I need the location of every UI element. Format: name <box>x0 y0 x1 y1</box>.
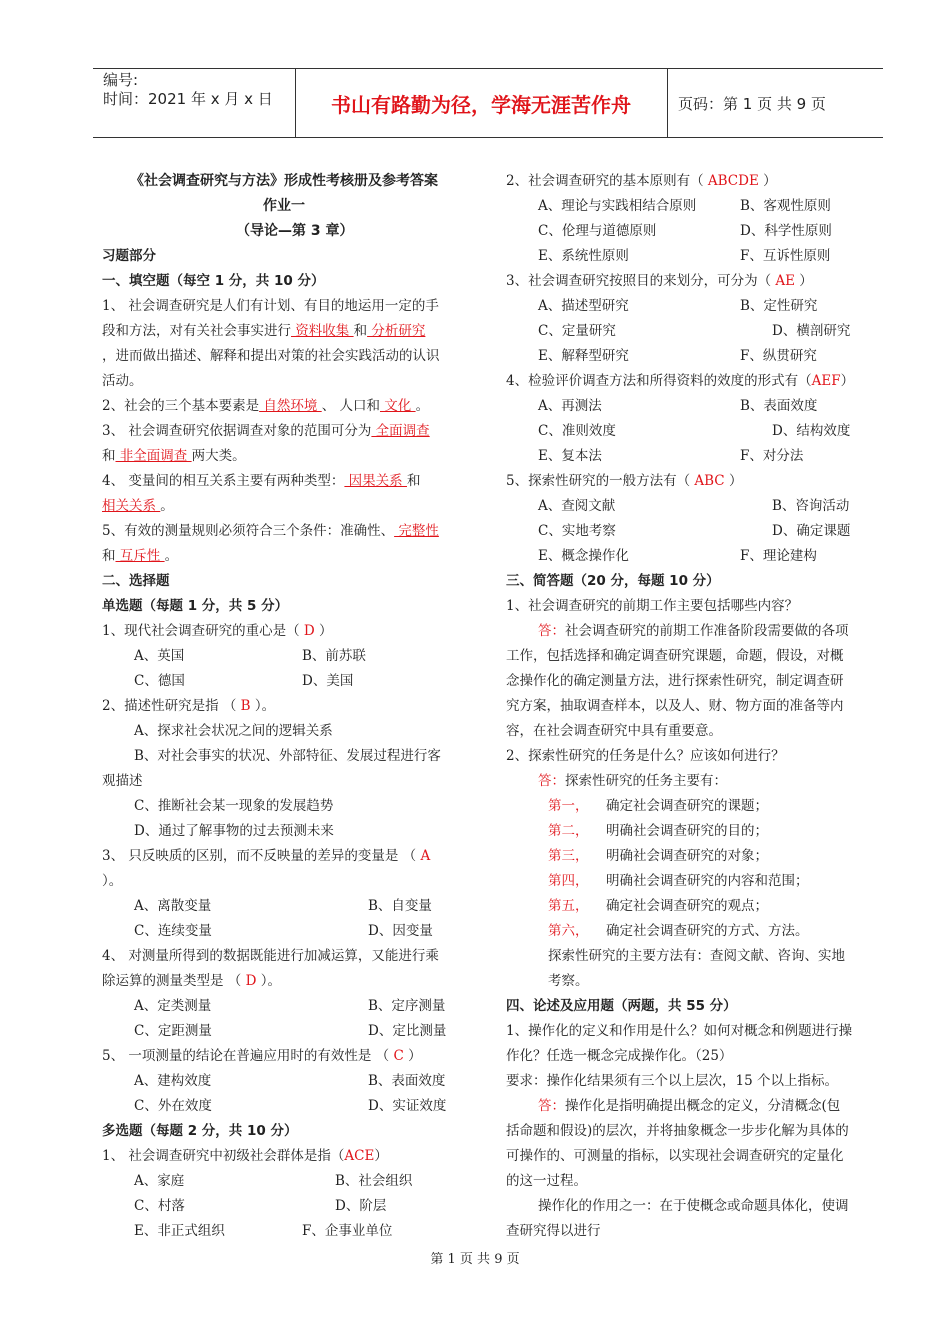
option: B、表面效度 <box>368 1073 446 1089</box>
option: D、横剖研究 <box>772 323 851 339</box>
document-title: 《社会调查研究与方法》形成性考核册及参考答案 <box>130 173 438 189</box>
option: B、自变量 <box>368 898 432 914</box>
option: F、互诉性原则 <box>740 248 831 264</box>
choice-answer: ACE <box>344 1148 375 1164</box>
choice-answer: D <box>299 623 319 639</box>
fill-q2: 2、社会的三个基本要素是 自然环境 、 人口和 文化 。 <box>102 398 430 414</box>
fill-answer: 互斥性 <box>115 548 165 564</box>
choice-answer: AE <box>771 273 800 289</box>
option: A、查阅文献 <box>538 498 616 514</box>
fill-heading: 一、填空题（每空 1 分，共 10 分） <box>102 273 325 289</box>
option: F、对分法 <box>740 448 804 464</box>
task-item: 第三， 明确社会调查研究的对象； <box>548 848 768 864</box>
short-a1-line: 工作，包括选择和确定调查研究课题，命题，假设，对概 <box>506 648 844 664</box>
multi-q3: 3、社会调查研究按照目的来划分，可分为（ AE ） <box>506 273 813 289</box>
option: C、定量研究 <box>538 323 616 339</box>
essay-answer-line: 的这一过程。 <box>506 1173 587 1189</box>
answer-label: 答： <box>538 773 565 789</box>
essay-answer-line: 括命题和假设)的层次，并将抽象概念一步步化解为具体的 <box>506 1123 849 1139</box>
option: 观描述 <box>102 773 143 789</box>
option: E、系统性原则 <box>538 248 629 264</box>
option: A、英国 <box>134 648 185 664</box>
option: C、实地考察 <box>538 523 616 539</box>
choice-answer: ABCDE <box>703 173 764 189</box>
chapter-range: （导论—第 3 章） <box>236 223 354 239</box>
essay-answer-line: 可操作的、可测量的指标，以实现社会调查研究的定量化 <box>506 1148 844 1164</box>
fill-q4: 相关关系 。 <box>102 498 174 514</box>
short-q2: 2、探索性研究的任务是什么？应该如何进行？ <box>506 748 785 764</box>
header-motto: 书山有路勤为径，学海无涯苦作舟 <box>331 93 631 117</box>
option: C、德国 <box>134 673 185 689</box>
option: A、再测法 <box>538 398 602 414</box>
option: D、因变量 <box>368 923 433 939</box>
header-page-number: 页码：第 1 页 共 9 页 <box>678 95 826 113</box>
task-item: 第二， 明确社会调查研究的目的； <box>548 823 768 839</box>
option: B、前苏联 <box>302 648 366 664</box>
option: B、定性研究 <box>740 298 818 314</box>
option: D、实证效度 <box>368 1098 447 1114</box>
section-label: 习题部分 <box>102 248 156 264</box>
fill-answer: 文化 <box>379 398 416 414</box>
choice-answer: A <box>420 848 431 864</box>
multi-q1: 1、 社会调查研究中初级社会群体是指（ACE） <box>102 1148 388 1164</box>
single-q1: 1、现代社会调查研究的重心是（ D ） <box>102 623 333 639</box>
page-header <box>93 68 883 138</box>
short-answer-heading: 三、简答题（20 分，每题 10 分） <box>506 573 720 589</box>
essay-requirement: 要求：操作化结果须有三个以上层次，15 个以上指标。 <box>506 1073 838 1089</box>
fill-q5: 和 互斥性 。 <box>102 548 179 564</box>
option: A、探求社会状况之间的逻辑关系 <box>134 723 333 739</box>
option: B、社会组织 <box>335 1173 413 1189</box>
option: A、描述型研究 <box>538 298 629 314</box>
single-q4: 4、 对测量所得到的数据既能进行加减运算，又能进行乘 <box>102 948 439 964</box>
option: D、结构效度 <box>772 423 851 439</box>
fill-answer: 分析研究 <box>367 323 426 339</box>
essay-answer-line: 答：操作化是指明确提出概念的定义，分清概念(包 <box>538 1098 841 1114</box>
essay-answer-line: 操作化的作用之一：在于使概念或命题具体化，使调 <box>538 1198 849 1214</box>
option: C、准则效度 <box>538 423 616 439</box>
option: C、定距测量 <box>134 1023 212 1039</box>
task-item: 第六， 确定社会调查研究的方式、方法。 <box>548 923 809 939</box>
option: D、确定课题 <box>772 523 851 539</box>
option: C、外在效度 <box>134 1098 212 1114</box>
single-q5: 5、 一项测量的结论在普遍应用时的有效性是 （ C ） <box>102 1048 422 1064</box>
assignment-title: 作业一 <box>263 198 305 214</box>
option: C、推断社会某一现象的发展趋势 <box>134 798 334 814</box>
option: C、村落 <box>134 1198 185 1214</box>
option: A、建构效度 <box>134 1073 212 1089</box>
short-a1-line: 答：社会调查研究的前期工作准备阶段需要做的各项 <box>538 623 849 639</box>
choice-answer: ABC <box>690 473 729 489</box>
option: B、定序测量 <box>368 998 446 1014</box>
answer-label: 答： <box>538 623 565 639</box>
option: F、企事业单位 <box>302 1223 393 1239</box>
option: A、理论与实践相结合原则 <box>538 198 697 214</box>
task-item: 第五， 确定社会调查研究的观点； <box>548 898 768 914</box>
header-divider <box>667 69 668 137</box>
single-choice-heading: 单选题（每题 1 分，共 5 分） <box>102 598 289 614</box>
header-meta <box>103 71 273 109</box>
fill-q1-line: ，进而做出描述、解释和提出对策的社会实践活动的认识 <box>102 348 440 364</box>
choice-answer: B <box>236 698 255 714</box>
option: B、客观性原则 <box>740 198 831 214</box>
short-q1: 1、社会调查研究的前期工作主要包括哪些内容？ <box>506 598 799 614</box>
short-a1-line: 容，在社会调查研究中具有重要意。 <box>506 723 722 739</box>
essay-q1: 作化？任选一概念完成操作化。（25） <box>506 1048 733 1064</box>
essay-q1: 1、操作化的定义和作用是什么？如何对概念和例题进行操 <box>506 1023 853 1039</box>
multi-q2: 2、社会调查研究的基本原则有（ ABCDE ） <box>506 173 777 189</box>
choice-answer: C <box>389 1048 409 1064</box>
option: D、阶层 <box>335 1198 387 1214</box>
short-a1-line: 究方案，抽取调查样本，以及人、财、物方面的准备等内 <box>506 698 844 714</box>
fill-answer: 非全面调查 <box>115 448 192 464</box>
task-item: 第一， 确定社会调查研究的课题； <box>548 798 768 814</box>
option: A、离散变量 <box>134 898 212 914</box>
single-q3: 3、 只反映质的区别，而不反映量的差异的变量是 （ A <box>102 848 431 864</box>
document-number: 编号: <box>103 71 139 89</box>
option: D、美国 <box>302 673 354 689</box>
single-q4: 除运算的测量类型是 （ D ）。 <box>102 973 281 989</box>
choice-answer: D <box>241 973 261 989</box>
option: D、通过了解事物的过去预测未来 <box>134 823 334 839</box>
fill-q1-line: 1、 社会调查研究是人们有计划、有目的地运用一定的手 <box>102 298 439 314</box>
choice-answer: AEF <box>811 373 841 389</box>
option: E、复本法 <box>538 448 602 464</box>
multi-choice-heading: 多选题（每题 2 分，共 10 分） <box>102 1123 298 1139</box>
fill-q1-line: 段和方法，对有关社会事实进行 资料收集 和 分析研究 <box>102 323 426 339</box>
option: C、伦理与道德原则 <box>538 223 657 239</box>
fill-answer: 自然环境 <box>259 398 322 414</box>
option: F、理论建构 <box>740 548 817 564</box>
single-q3: ）。 <box>102 873 123 889</box>
multi-q4: 4、检验评价调查方法和所得资料的效度的形式有（AEF） <box>506 373 855 389</box>
fill-answer: 相关关系 <box>102 498 161 514</box>
fill-q3: 和 非全面调查 两大类。 <box>102 448 246 464</box>
page-footer: 第 1 页 共 9 页 <box>430 1252 520 1267</box>
methods-line: 考察。 <box>548 973 589 989</box>
option: F、纵贯研究 <box>740 348 817 364</box>
multi-q5: 5、探索性研究的一般方法有（ ABC ） <box>506 473 743 489</box>
fill-answer: 资料收集 <box>291 323 354 339</box>
fill-q3: 3、 社会调查研究依据调查对象的范围可分为 全面调查 <box>102 423 430 439</box>
option: B、对社会事实的状况、外部特征、发展过程进行客 <box>134 748 441 764</box>
short-a2-intro: 答：探索性研究的任务主要有： <box>538 773 727 789</box>
document-time: 时间：2021 年 x 月 x 日 <box>103 90 273 108</box>
fill-q1-line: 活动。 <box>102 373 143 389</box>
short-a1-line: 念操作化的确定测量方法，进行探索性研究，制定调查研 <box>506 673 844 689</box>
option: B、咨询活动 <box>772 498 850 514</box>
answer-label: 答： <box>538 1098 565 1114</box>
fill-answer: 全面调查 <box>371 423 430 439</box>
option: E、解释型研究 <box>538 348 629 364</box>
fill-q5: 5、有效的测量规则必须符合三个条件：准确性、 完整性 <box>102 523 439 539</box>
methods-line: 探索性研究的主要方法有：查阅文献、咨询、实地 <box>548 948 845 964</box>
single-q2: 2、描述性研究是指 （ B ）。 <box>102 698 276 714</box>
option: D、科学性原则 <box>740 223 832 239</box>
fill-q4: 4、 变量间的相互关系主要有两种类型： 因果关系 和 <box>102 473 421 489</box>
option: A、家庭 <box>134 1173 185 1189</box>
option: A、定类测量 <box>134 998 212 1014</box>
option: E、概念操作化 <box>538 548 629 564</box>
choice-heading: 二、选择题 <box>102 573 170 589</box>
option: B、表面效度 <box>740 398 818 414</box>
fill-answer: 因果关系 <box>344 473 407 489</box>
option: C、连续变量 <box>134 923 212 939</box>
essay-heading: 四、论述及应用题（两题，共 55 分） <box>506 998 737 1014</box>
option: E、非正式组织 <box>134 1223 225 1239</box>
task-item: 第四， 明确社会调查研究的内容和范围； <box>548 873 809 889</box>
fill-answer: 完整性 <box>394 523 439 539</box>
essay-answer-line: 查研究得以进行 <box>506 1223 601 1239</box>
option: D、定比测量 <box>368 1023 447 1039</box>
